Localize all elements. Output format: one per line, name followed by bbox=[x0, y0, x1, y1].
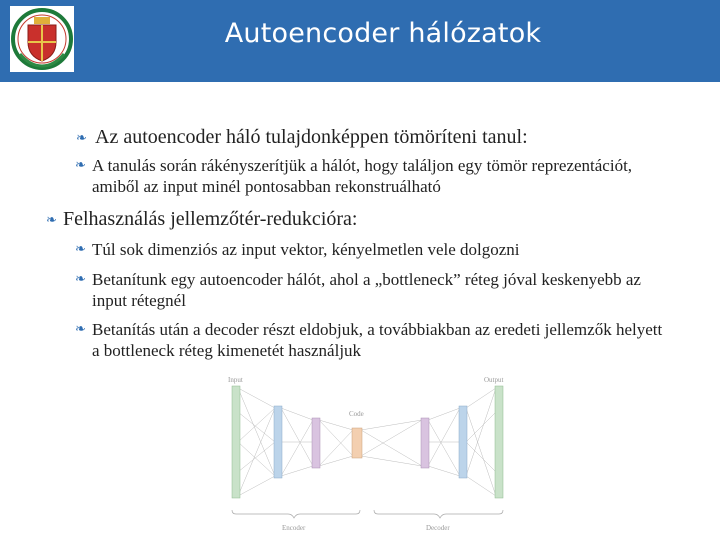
decoder-label: Decoder bbox=[426, 524, 450, 532]
bullet-item: Betanítunk egy autoencoder hálót, ahol a „bottleneck” réteg jóval keskenyebb az input rétegnél bbox=[92, 270, 641, 310]
encoder-label: Encoder bbox=[282, 524, 306, 532]
decoder-layer-2 bbox=[459, 406, 467, 478]
code-layer bbox=[352, 428, 362, 458]
decoder-layer-1 bbox=[421, 418, 429, 468]
bullet-marker: ❧ bbox=[75, 242, 86, 257]
output-layer bbox=[495, 386, 503, 498]
encoder-layer-1 bbox=[274, 406, 282, 478]
code-label: Code bbox=[349, 410, 364, 418]
bullet-item: Betanítás után a decoder részt eldobjuk, a továbbiakban az eredeti jellemzők helyett a bottleneck réteg kimenetét használjuk bbox=[92, 320, 663, 360]
bullet-item: Túl sok dimenziós az input vektor, kényelmetlen vele dolgozni bbox=[92, 240, 520, 259]
bullet-marker: ❧ bbox=[76, 131, 87, 146]
bullet-item: Az autoencoder háló tulajdonképpen tömöríteni tanul: bbox=[95, 126, 528, 148]
bullet-marker: ❧ bbox=[75, 158, 86, 173]
bullet-marker: ❧ bbox=[46, 213, 57, 228]
bullet-item: A tanulás során rákényszerítjük a hálót, hogy találjon egy tömör reprezentációt, amiből az input minél pontosabban rekonstruálható bbox=[92, 156, 633, 196]
encoder-layer-2 bbox=[312, 418, 320, 468]
autoencoder-diagram bbox=[226, 372, 518, 540]
encoder-brace bbox=[232, 510, 360, 518]
header-bar bbox=[0, 0, 720, 82]
output-label: Output bbox=[484, 376, 504, 384]
bullet-marker: ❧ bbox=[75, 322, 86, 337]
bullet-item: Felhasználás jellemzőtér-redukcióra: bbox=[63, 208, 358, 230]
bullet-marker: ❧ bbox=[75, 272, 86, 287]
input-label: Input bbox=[228, 376, 243, 384]
slide-title: Autoencoder hálózatok bbox=[224, 18, 542, 49]
decoder-brace bbox=[374, 510, 503, 518]
input-layer bbox=[232, 386, 240, 498]
